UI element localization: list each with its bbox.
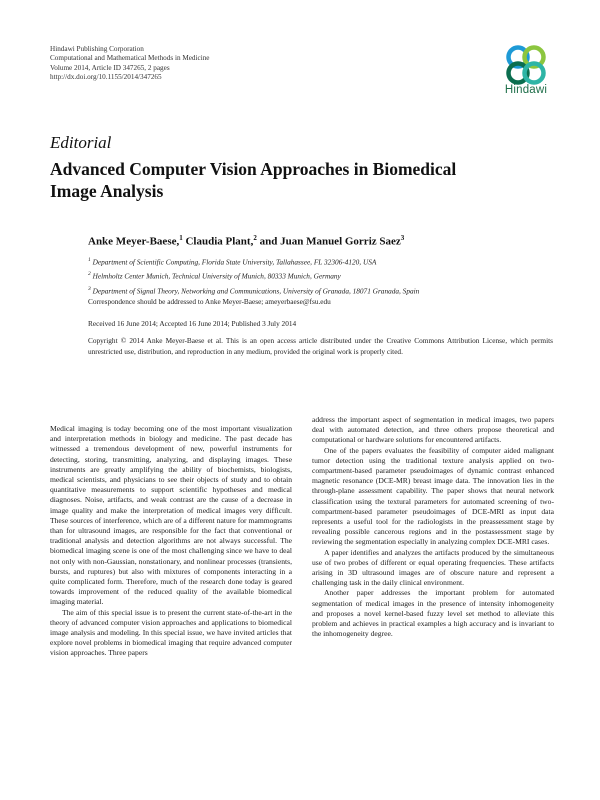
author-affil-marker: 1 <box>179 234 183 242</box>
paragraph: One of the papers evaluates the feasibility of computer aided malignant tumor detection using the traditional texture analysis applied on two-compartment-based parameter pseudoimages of dynamic contrast enhanced magnetic resonance (DCE-MR) breast image data. The innovation lies in the through-plane assessment capability. The paper shows that neural network classification using the textural parameters for automated screening of two-compartment-based parameter pseudoimages of DCE-MRI as input data represents a useful tool for the radiologists in the preassessment stage by revealing possible cancerous regions and in the postassessment stage by reviewing the segmentation especially in analyzing complex DCE-MRI cases. <box>312 445 554 547</box>
journal-name: Computational and Mathematical Methods in Medicine <box>50 54 210 63</box>
affiliations <box>88 254 558 297</box>
affiliation <box>88 268 558 282</box>
body-column-left <box>50 424 292 659</box>
author: Anke Meyer-Baese, <box>88 235 180 248</box>
paragraph: Another paper addresses the important problem for automated segmentation of medical images in the presence of intensity inhomogeneity and proposes a novel kernel-based fuzzy level set method to alleviate this problem and achieves in practical examples a high accuracy and is invariant to the inhomogeneity degree. <box>312 588 554 639</box>
journal-header <box>50 45 380 83</box>
author: and Juan Manuel Gorriz Saez <box>256 235 401 248</box>
paragraph: The aim of this special issue is to present the current state-of-the-art in the theory of advanced computer vision approaches and applications to biomedical image analysis and modeling. In this special issue, we have invited articles that explore novel problems in biomedical imaging that require advanced computer vision approaches. Three papers <box>50 607 292 658</box>
author: Claudia Plant, <box>182 235 254 248</box>
affiliation <box>88 283 558 297</box>
paragraph: address the important aspect of segmentation in medical images, two papers deal with automated detection, and three others propose theoretical and computational or hardware solutions for encountered artifacts. <box>312 415 554 445</box>
hindawi-rings-icon <box>504 44 548 86</box>
affiliation-text: Department of Scientific Computing, Florida State University, Tallahassee, FL 32306-4120, USA <box>90 257 377 267</box>
correspondence: Correspondence should be addressed to Anke Meyer-Baese; ameyerbaese@fsu.edu <box>88 297 331 306</box>
copyright-notice: Copyright © 2014 Anke Meyer-Baese et al. This is an open access article distributed under the Creative Commons Attribution License, which permits unrestricted use, distribution, and reproduction in any medium, provided the original work is properly cited. <box>88 336 553 356</box>
publisher: Hindawi Publishing Corporation <box>50 45 144 53</box>
affiliation-marker: 3 <box>88 285 91 292</box>
article-title: Advanced Computer Vision Approaches in Biomedical Image Analysis <box>50 159 457 201</box>
hindawi-logo <box>496 44 556 106</box>
affiliation-text: Helmholtz Center Munich, Technical University of Munich, 80333 Munich, Germany <box>90 271 341 281</box>
affiliation-marker: 1 <box>88 257 91 263</box>
doi-link[interactable]: http://dx.doi.org/10.1155/2014/347265 <box>50 73 162 82</box>
paragraph: Medical imaging is today becoming one of the most important visualization and interpretation methods in biology and medicine. The past decade has witnessed a tremendous development of new, powerful instruments for detecting, storing, transmitting, analyzing, and displaying images. These instruments are greatly amplifying the ability of biochemists, biologists, medical scientists, and physicians to see their objects of study and to obtain quantitative measurements to support scientific hypotheses and medical diagnoses. Noise, artifacts, and weak contrast are the cause of a decrease in image quality and make the interpretation of medical images very difficult. These sources of interference, which are of a different nature for mammograms than for ultrasound images, are responsible for the fact that conventional or traditional analysis and detection algorithms are not always successful. The biomedical imaging scene is one of the most challenging since we have to deal not only with non-Gaussian, nonstationary, and nonlinear processes (transients, bursts, and ruptures) but also with mixtures of components interacting in a quite complicated form. Therefore, much of the research done today is geared towards improvement of the reduced quality of the available biomedical imaging material. <box>50 424 292 607</box>
paragraph: A paper identifies and analyzes the artifacts produced by the simultaneous use of two probes of different or equal operating frequencies. These artifacts arising in 3D ultrasound images are of obscure nature and represent a challenging task in the daily clinical environment. <box>312 547 554 588</box>
author-affil-marker: 3 <box>400 234 405 242</box>
publication-dates: Received 16 June 2014; Accepted 16 June 2014; Published 3 July 2014 <box>88 319 297 328</box>
author-list <box>88 234 558 248</box>
affiliation-marker: 2 <box>88 271 91 278</box>
volume-info: Volume 2014, Article ID 347265, 2 pages <box>50 63 170 72</box>
body-column-right <box>312 415 554 639</box>
author-affil-marker: 2 <box>253 234 257 242</box>
article-type: Editorial <box>50 133 112 152</box>
affiliation <box>88 254 558 268</box>
affiliation-text: Department of Signal Theory, Networking and Communications, University of Granada, 18071 Granada, Spain <box>90 286 420 296</box>
logo-text: Hindawi <box>504 84 548 96</box>
